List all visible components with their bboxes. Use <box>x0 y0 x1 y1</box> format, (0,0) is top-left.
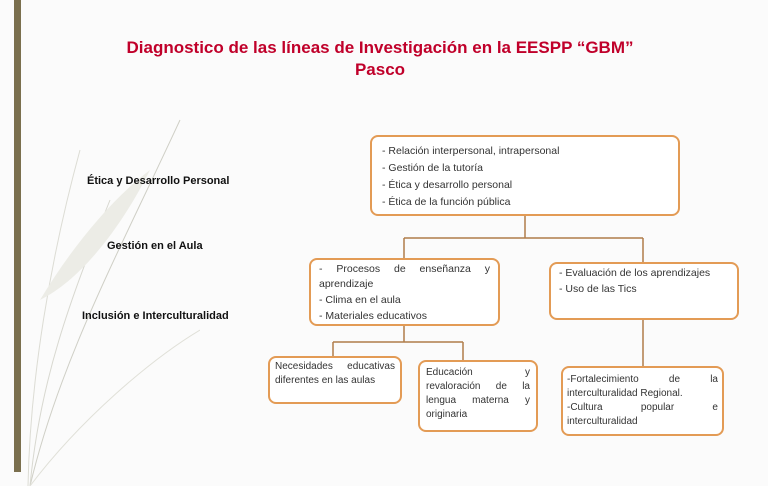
box-gestion-aula <box>309 258 500 326</box>
top-item-1: - Relación interpersonal, intrapersonal <box>382 145 560 157</box>
category-etica: Ética y Desarrollo Personal <box>87 175 230 187</box>
top-item-4: - Ética de la función pública <box>382 196 511 208</box>
bottom3-item-1: -Fortalecimiento de la interculturalidad Regional. <box>567 374 718 399</box>
top-item-2: - Gestión de la tutoría <box>382 162 483 174</box>
box-necesidades: Necesidades educativas diferentes en las aulas <box>268 356 402 404</box>
title-line-2: Pasco <box>354 60 406 79</box>
top-item-3: - Ética y desarrollo personal <box>382 179 513 191</box>
mid-right-item-2: - Uso de las Tics <box>559 283 637 295</box>
box-etica-desarrollo <box>370 135 680 216</box>
box-interculturalidad <box>561 366 724 436</box>
category-gestion: Gestión en el Aula <box>107 240 203 252</box>
box-evaluacion <box>549 262 739 320</box>
box-educacion-lengua: Educación y revaloración de la lengua materna y originaria <box>418 360 538 432</box>
mid-right-item-1: - Evaluación de los aprendizajes <box>559 267 711 279</box>
mid-left-item-3: - Materiales educativos <box>319 310 427 322</box>
mid-left-item-1: - Procesos de enseñanza y aprendizaje <box>319 263 490 290</box>
mid-left-item-2: - Clima en el aula <box>319 294 401 306</box>
bottom3-item-2: -Cultura popular e interculturalidad <box>567 402 718 427</box>
title-line-1: Diagnostico de las líneas de Investigación en la EESPP “GBM” <box>126 38 634 57</box>
category-inclusion: Inclusión e Interculturalidad <box>82 310 229 322</box>
